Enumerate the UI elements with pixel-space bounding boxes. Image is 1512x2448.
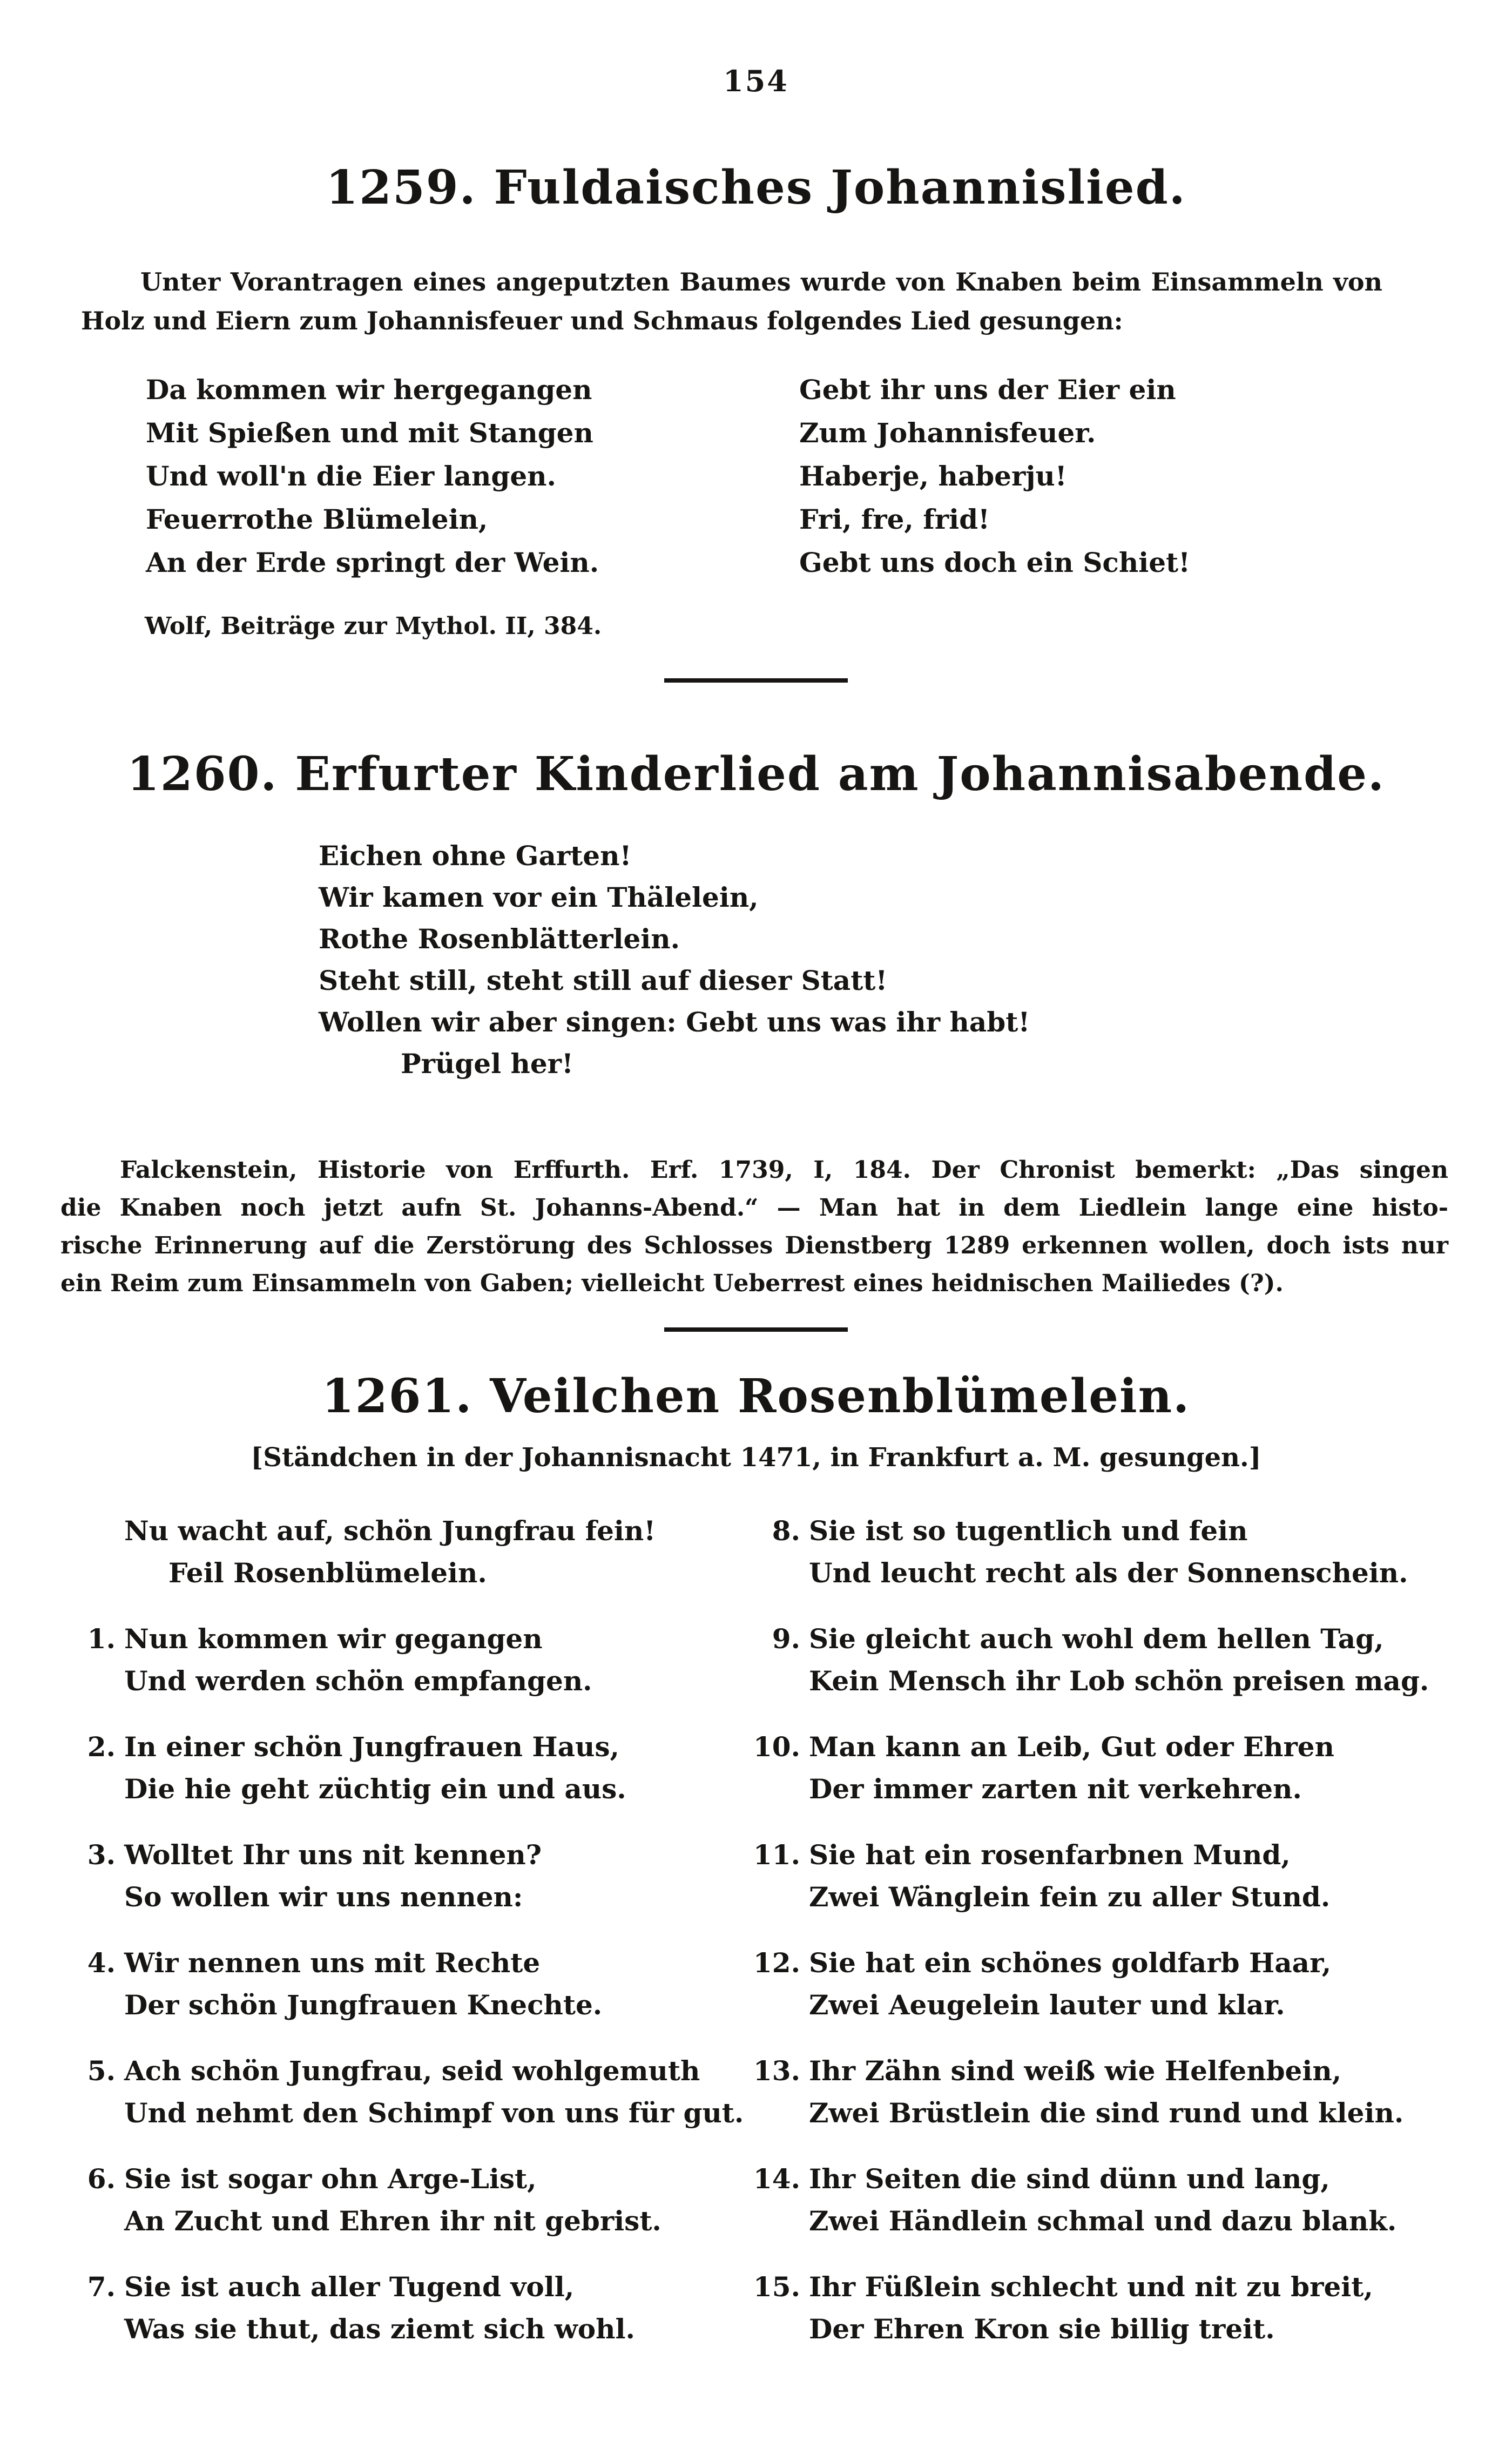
verse-line: Sie ist sogar ohn Arge-List, xyxy=(124,2163,537,2195)
verse-line: An Zucht und Ehren ihr nit gebrist. xyxy=(124,2205,662,2237)
intro-line-2: Holz und Eiern zum Johannisfeuer und Schmaus folgendes Lied gesungen: xyxy=(81,306,1123,335)
stanza-text xyxy=(124,1618,748,1702)
song-1259-source: Wolf, Beiträge zur Mythol. II, 384. xyxy=(145,612,602,640)
stanza-number: 10. xyxy=(753,1731,800,1763)
stanza-text xyxy=(809,1942,1443,2026)
verse-line: Feuerrothe Blümelein, xyxy=(146,503,488,535)
verse-line: Sie gleicht auch wohl dem hellen Tag, xyxy=(809,1623,1384,1655)
stanza-number: 15. xyxy=(753,2271,800,2303)
song-1261-verses xyxy=(64,1510,1443,2350)
stanza-number: 6. xyxy=(87,2163,116,2195)
stanza-number xyxy=(64,1510,124,1594)
stanza-number: 4. xyxy=(87,1947,116,1979)
verse-line: Und woll'n die Eier langen. xyxy=(146,460,556,492)
verse-line: An der Erde springt der Wein. xyxy=(146,547,599,578)
stanza-2 xyxy=(64,1726,748,1810)
stanza-number: 11. xyxy=(753,1839,800,1871)
verse-line: Gebt uns doch ein Schiet! xyxy=(799,547,1191,578)
verse-line: Man kann an Leib, Gut oder Ehren xyxy=(809,1731,1334,1763)
verse-line: Mit Spießen und mit Stangen xyxy=(146,417,593,449)
stanza-text xyxy=(124,1510,748,1594)
verse-line: Wir kamen vor ein Thälelein, xyxy=(319,881,759,913)
song-1259-verse xyxy=(146,368,1512,584)
verse-line: Da kommen wir hergegangen xyxy=(146,374,592,406)
verse-line: Sie ist so tugentlich und fein xyxy=(809,1515,1248,1547)
stanza-4 xyxy=(64,1942,748,2026)
song-1259-intro xyxy=(81,262,1382,340)
verse-line: Sie hat ein schönes goldfarb Haar, xyxy=(809,1947,1332,1979)
verse-line: Fri, fre, frid! xyxy=(799,503,990,535)
verse-line: Der immer zarten nit verkehren. xyxy=(809,1773,1302,1805)
verse-column-right xyxy=(799,368,1512,584)
verse-line: Ihr Zähn sind weiß wie Helfenbein, xyxy=(809,2055,1342,2087)
stanza-column-right xyxy=(748,1510,1443,2350)
verse-line: In einer schön Jungfrauen Haus, xyxy=(124,1731,619,1763)
stanza-number: 3. xyxy=(87,1839,116,1871)
verse-line: So wollen wir uns nennen: xyxy=(124,1881,523,1913)
verse-line: Was sie thut, das ziemt sich wohl. xyxy=(124,2313,635,2345)
stanza-number: 2. xyxy=(87,1731,116,1763)
stanza-7 xyxy=(64,2266,748,2350)
note-line-4: ein Reim zum Einsammeln von Gaben; vielleicht Ueberrest eines heidnischen Mailiedes (?). xyxy=(60,1270,1284,1297)
stanza-text xyxy=(124,1834,748,1918)
verse-line: Zwei Händlein schmal und dazu blank. xyxy=(809,2205,1397,2237)
verse-line: Wolltet Ihr uns nit kennen? xyxy=(124,1839,542,1871)
verse-line: Und werden schön empfangen. xyxy=(124,1665,592,1697)
stanza-text xyxy=(124,2050,748,2134)
stanza-number: 12. xyxy=(753,1947,800,1979)
verse-line: Zwei Aeugelein lauter und klar. xyxy=(809,1989,1285,2021)
verse-column-left xyxy=(146,368,799,584)
stanza-intro xyxy=(64,1510,748,1594)
verse-line: Und leucht recht als der Sonnenschein. xyxy=(809,1557,1408,1589)
stanza-text xyxy=(124,2158,748,2242)
verse-line: Und nehmt den Schimpf von uns für gut. xyxy=(124,2097,744,2129)
song-1261-subtitle: [Ständchen in der Johannisnacht 1471, in Frankfurt a. M. gesungen.] xyxy=(251,1442,1261,1473)
verse-line: Gebt ihr uns der Eier ein xyxy=(799,374,1176,406)
section-divider xyxy=(664,1327,848,1332)
stanza-text xyxy=(809,1834,1443,1918)
stanza-text xyxy=(809,2050,1443,2134)
song-1260-verse xyxy=(319,835,1512,1084)
song-1260-title: 1260. Erfurter Kinderlied am Johannisabende. xyxy=(127,747,1385,801)
stanza-text xyxy=(809,1618,1443,1702)
stanza-5 xyxy=(64,2050,748,2134)
stanza-number: 14. xyxy=(753,2163,800,2195)
note-line-2: die Knaben noch jetzt aufn St. Johanns-Abend.“ — Man hat in dem Liedlein lange eine histo- xyxy=(60,1194,1448,1222)
stanza-9 xyxy=(748,1618,1443,1702)
verse-line: Ihr Seiten die sind dünn und lang, xyxy=(809,2163,1330,2195)
intro-line-1: Unter Vorantragen eines angeputzten Baumes wurde von Knaben beim Einsammeln von xyxy=(140,267,1382,296)
stanza-14 xyxy=(748,2158,1443,2242)
verse-line: Nun kommen wir gegangen xyxy=(124,1623,543,1655)
verse-line: Wollen wir aber singen: Gebt uns was ihr habt! xyxy=(319,1006,1030,1038)
stanza-8 xyxy=(748,1510,1443,1594)
stanza-number: 8. xyxy=(772,1515,800,1547)
stanza-12 xyxy=(748,1942,1443,2026)
verse-line: Zwei Wänglein fein zu aller Stund. xyxy=(809,1881,1331,1913)
verse-line: Kein Mensch ihr Lob schön preisen mag. xyxy=(809,1665,1429,1697)
stanza-column-left xyxy=(64,1510,748,2350)
verse-line: Wir nennen uns mit Rechte xyxy=(124,1947,541,1979)
verse-line: Steht still, steht still auf dieser Statt! xyxy=(319,965,888,996)
verse-line: Eichen ohne Garten! xyxy=(319,840,632,872)
song-1259-title: 1259. Fuldaisches Johannislied. xyxy=(326,160,1186,215)
note-line-3: rische Erinnerung auf die Zerstörung des Schlosses Dienstberg 1289 erkennen wollen, doch ists nur xyxy=(60,1232,1448,1259)
verse-line: Der schön Jungfrauen Knechte. xyxy=(124,1989,603,2021)
stanza-number: 5. xyxy=(87,2055,116,2087)
stanza-10 xyxy=(748,1726,1443,1810)
verse-line: Haberje, haberju! xyxy=(799,460,1067,492)
stanza-number: 1. xyxy=(87,1623,116,1655)
stanza-text xyxy=(809,2266,1443,2350)
verse-line: Nu wacht auf, schön Jungfrau fein! xyxy=(124,1515,656,1547)
stanza-text xyxy=(809,2158,1443,2242)
song-1261-title: 1261. Veilchen Rosenblümelein. xyxy=(321,1369,1191,1424)
stanza-number: 9. xyxy=(772,1623,800,1655)
verse-line: Ihr Füßlein schlecht und nit zu breit, xyxy=(809,2271,1373,2303)
verse-line: Zum Johannisfeuer. xyxy=(799,417,1096,449)
verse-line: Sie hat ein rosenfarbnen Mund, xyxy=(809,1839,1291,1871)
stanza-text xyxy=(809,1510,1443,1594)
stanza-number: 13. xyxy=(753,2055,800,2087)
verse-line: Der Ehren Kron sie billig treit. xyxy=(809,2313,1275,2345)
stanza-15 xyxy=(748,2266,1443,2350)
section-divider xyxy=(664,678,848,683)
stanza-11 xyxy=(748,1834,1443,1918)
stanza-text xyxy=(124,2266,748,2350)
stanza-text xyxy=(124,1942,748,2026)
stanza-13 xyxy=(748,2050,1443,2134)
song-1260-note xyxy=(60,1151,1448,1303)
stanza-6 xyxy=(64,2158,748,2242)
stanza-3 xyxy=(64,1834,748,1918)
verse-line: Die hie geht züchtig ein und aus. xyxy=(124,1773,626,1805)
note-line-1: Falckenstein, Historie von Erffurth. Erf. 1739, I, 184. Der Chronist bemerkt: „Das singen xyxy=(120,1156,1448,1184)
stanza-1 xyxy=(64,1618,748,1702)
stanza-text xyxy=(809,1726,1443,1810)
page-number: 154 xyxy=(723,64,789,98)
verse-line: Zwei Brüstlein die sind rund und klein. xyxy=(809,2097,1404,2129)
verse-line: Prügel her! xyxy=(401,1048,573,1080)
verse-line: Sie ist auch aller Tugend voll, xyxy=(124,2271,575,2303)
verse-line: Ach schön Jungfrau, seid wohlgemuth xyxy=(124,2055,700,2087)
stanza-number: 7. xyxy=(87,2271,116,2303)
verse-line: Rothe Rosenblätterlein. xyxy=(319,923,680,955)
stanza-text xyxy=(124,1726,748,1810)
verse-line: Feil Rosenblümelein. xyxy=(168,1557,487,1589)
